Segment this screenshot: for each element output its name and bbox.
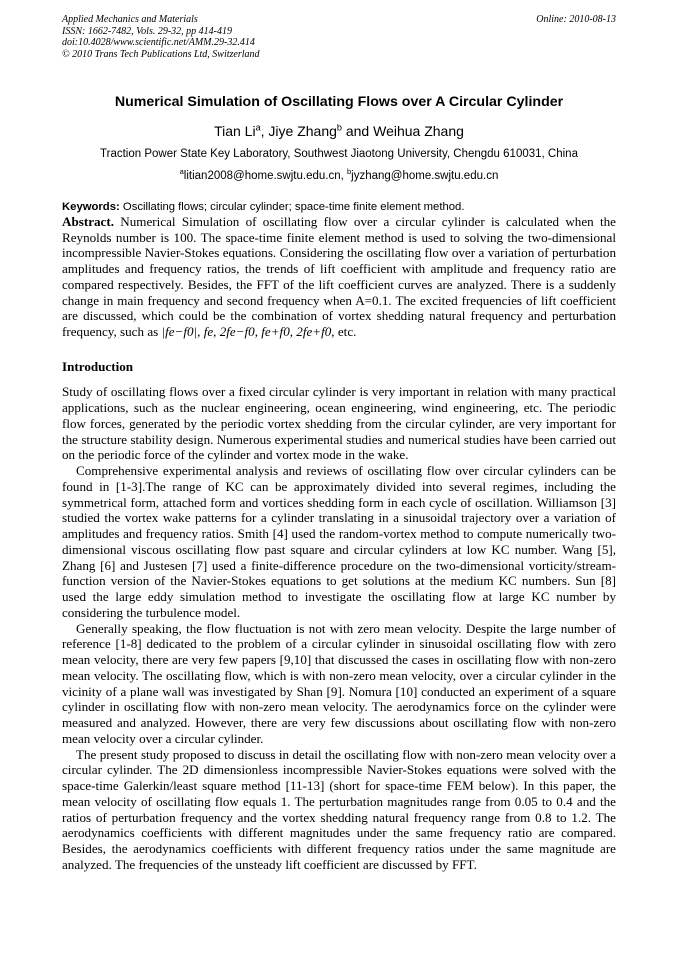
section-heading: Introduction: [62, 358, 134, 374]
keywords-label: Keywords:: [62, 201, 120, 213]
author-name: , Jiye Zhang: [260, 123, 337, 139]
body-paragraph: Study of oscillating flows over a fixed circular cylinder is very important in relation with many practical applications, such as the nuclear engineering, ocean engineering, wind engineering, etc. The periodic flow forces, generated by the periodic vortex shedding from the circular cylinder, are very important for the structure stability design. Numerous experimental studies and numerical studies have been carried out on the periodic force of the cylinder and vortex mode in the wake.: [62, 384, 616, 463]
abstract-math: |fe−f0|, fe, 2fe−f0, fe+f0, 2fe+f0,: [161, 323, 335, 339]
email-superscript: b: [346, 167, 352, 177]
keywords: [62, 200, 616, 214]
journal-name: Applied Mechanics and Materials: [62, 14, 198, 25]
paper-page: [62, 14, 616, 873]
body-paragraph: Comprehensive experimental analysis and reviews of oscillating flow over circular cylinders can be found in [1-3].The range of KC can be approximately divided into several regimes, including the symmetrical form, attached form and vortices shedding form in each cycle of oscillation. Williamson [3] studied the vortex wake patterns for a cylinder translating in a sinusoidal trajectory over a variation of amplitudes and frequency ratios. Smith [4] used the random-vortex method to compute numerically two-dimensional viscous oscillating flow past square and circular cylinders at low KC number. Wang [5], Zhang [6] and Justesen [7] used a finite-difference procedure on the two-dimensional vorticity/stream-function version of the Navier-Stokes equations to get solutions at the medium KC numbers. Sun [8] used the large eddy simulation method to investigate the oscillating flow at large KC number by considering the turbulence model.: [62, 463, 616, 620]
journal-header: [62, 14, 616, 66]
abstract-label: Abstract.: [62, 214, 114, 229]
keywords-text: Oscillating flows; circular cylinder; space-time finite element method.: [119, 201, 465, 213]
author-superscript: a: [255, 122, 261, 133]
issn-line: ISSN: 1662-7482, Vols. 29-32, pp 414-419: [62, 25, 232, 37]
author-superscript: b: [336, 122, 342, 133]
paper-title: Numerical Simulation of Oscillating Flows over A Circular Cylinder: [114, 94, 564, 110]
journal-info: [62, 14, 260, 60]
email-link[interactable]: litian2008@home.swjtu.edu.cn,: [183, 170, 347, 182]
author-name: and Weihua Zhang: [341, 123, 464, 139]
doi-line: doi:10.4028/www.scientific.net/AMM.29-32.414: [62, 37, 255, 48]
email-link[interactable]: jyzhang@home.swjtu.edu.cn: [351, 170, 499, 182]
body-paragraph: The present study proposed to discuss in detail the oscillating flow with non-zero mean velocity over a circular cylinder. The 2D dimensionless incompressible Navier-Stokes equations were solved with the space-time Galerkin/least square method [11-13] (short for space-time FEM below). In this paper, the mean velocity of oscillating flow equals 1. The perturbation magnitudes range from 0.05 to 0.4 and the ratios of perturbation frequency and the vortex shedding natural frequency range from 0.8 to 1.2. The aerodynamics coefficients with different magnitudes under the same frequency ratio are compared. Besides, the aerodynamics coefficients with different frequency ratios under the same magnitude are analyzed. The frequencies of the unsteady lift coefficient are discussed by FFT.: [62, 746, 616, 872]
affiliation: Traction Power State Key Laboratory, Southwest Jiaotong University, Chengdu 610031, China: [100, 148, 578, 160]
copyright-line: © 2010 Trans Tech Publications Ltd, Switzerland: [62, 48, 260, 60]
abstract: [62, 214, 616, 340]
online-date: Online: 2010-08-13: [536, 14, 616, 25]
body-paragraph: Generally speaking, the flow fluctuation is not with zero mean velocity. Despite the large number of reference [1-8] dedicated to the problem of a circular cylinder in sinusoidal oscillating flow with zero mean velocity, there are very few papers [9,10] that discussed the cases in oscillating flow with non-zero mean velocity. The oscillating flow, which is with non-zero mean velocity, over a circular cylinder in the vicinity of a plane wall was investigated by Shan [9]. Nomura [10] conducted an experiment of a square cylinder in oscillating flow with non-zero mean velocity. The aerodynamics force on the cylinder were measured and analyzed. However, there are very few discussions about oscillating flow with non-zero mean velocity over a circular cylinder.: [62, 620, 616, 746]
abstract-tail: etc.: [334, 323, 357, 339]
email-superscript: a: [179, 167, 184, 177]
author-list: [62, 121, 616, 141]
author-name: Tian Li: [214, 123, 256, 139]
abstract-text: Numerical Simulation of oscillating flow over a circular cylinder is calculated when the Reynolds number is 100. The space-time finite element method is used to solving the two-dimensional incompressible Navier-Stokes equations. Considering the oscillating flow over a variation of perturbation amplitudes and frequency ratios, the trends of lift coefficient with amplitude and frequency ratio are compared respectively. Besides, the FFT of the lift coefficient curves are analyzed. There is a suddenly change in main frequency and second frequency when A=0.1. The excited frequencies of lift coefficient are discussed, which could be the combination of vortex shedding natural frequency and perturbation frequency, such as: [62, 214, 616, 339]
author-emails: [62, 168, 616, 184]
